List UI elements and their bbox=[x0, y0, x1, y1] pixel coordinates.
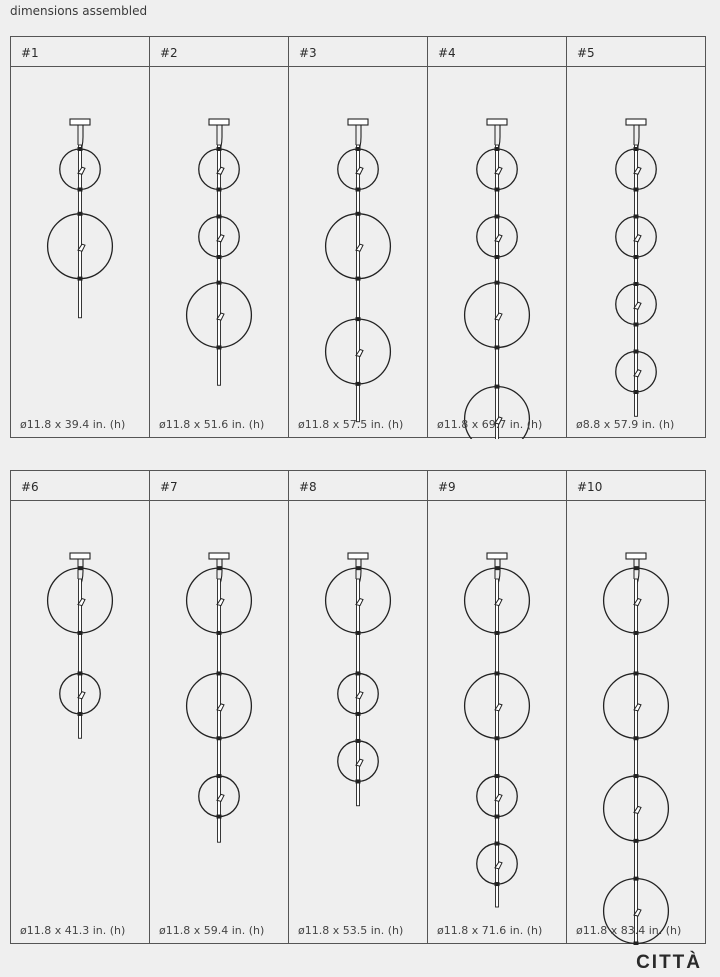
configuration-number: #2 bbox=[150, 37, 288, 67]
pendant-fixture-drawing bbox=[428, 67, 566, 439]
configuration-number: #8 bbox=[289, 471, 427, 501]
configuration-number: #4 bbox=[428, 37, 566, 67]
pendant-fixture-drawing bbox=[567, 67, 705, 439]
configuration-number: #10 bbox=[567, 471, 705, 501]
page-title: dimensions assembled bbox=[10, 4, 148, 18]
ceiling-canopy bbox=[348, 553, 368, 559]
configuration-number: #5 bbox=[567, 37, 705, 67]
fixture-drawing-area bbox=[567, 501, 705, 943]
dimensions-label: ø11.8 x 41.3 in. (h) bbox=[20, 924, 126, 937]
configuration-cell bbox=[11, 471, 149, 943]
pendant-fixture-drawing bbox=[150, 501, 288, 945]
configuration-row-2 bbox=[10, 470, 706, 944]
vertical-rod bbox=[357, 145, 360, 422]
ceiling-canopy bbox=[487, 119, 507, 125]
fixture-drawing-area bbox=[11, 67, 149, 437]
brand-logo: CITTÀ bbox=[636, 952, 702, 973]
pendant-fixture-drawing bbox=[289, 501, 427, 945]
configuration-number: #3 bbox=[289, 37, 427, 67]
fixture-drawing-area bbox=[150, 501, 288, 943]
configuration-cell bbox=[288, 471, 427, 943]
ceiling-canopy bbox=[626, 119, 646, 125]
vertical-rod bbox=[496, 579, 499, 907]
dimensions-label: ø11.8 x 69.7 in. (h) bbox=[437, 418, 543, 431]
configuration-cell bbox=[11, 37, 149, 437]
configuration-cell bbox=[149, 37, 288, 437]
fixture-drawing-area bbox=[428, 67, 566, 437]
configuration-number: #6 bbox=[11, 471, 149, 501]
ceiling-canopy bbox=[626, 553, 646, 559]
pendant-fixture-drawing bbox=[11, 501, 149, 945]
ceiling-canopy bbox=[487, 553, 507, 559]
ceiling-canopy bbox=[209, 119, 229, 125]
ceiling-canopy bbox=[209, 553, 229, 559]
fixture-drawing-area bbox=[289, 67, 427, 437]
pendant-fixture-drawing bbox=[150, 67, 288, 439]
fixture-drawing-area bbox=[289, 501, 427, 943]
fixture-drawing-area bbox=[567, 67, 705, 437]
pendant-fixture-drawing bbox=[11, 67, 149, 439]
configuration-cell bbox=[427, 471, 566, 943]
configuration-number: #7 bbox=[150, 471, 288, 501]
configuration-cell bbox=[149, 471, 288, 943]
ceiling-canopy bbox=[348, 119, 368, 125]
fixture-drawing-area bbox=[11, 501, 149, 943]
dimensions-label: ø11.8 x 59.4 in. (h) bbox=[159, 924, 265, 937]
ceiling-canopy bbox=[70, 553, 90, 559]
dimensions-label: ø11.8 x 83.4 in. (h) bbox=[576, 924, 682, 937]
fixture-drawing-area bbox=[150, 67, 288, 437]
ceiling-canopy bbox=[70, 119, 90, 125]
dimensions-label: ø11.8 x 53.5 in. (h) bbox=[298, 924, 404, 937]
pendant-fixture-drawing bbox=[289, 67, 427, 439]
dimensions-label: ø11.8 x 39.4 in. (h) bbox=[20, 418, 126, 431]
dimensions-label: ø11.8 x 57.5 in. (h) bbox=[298, 418, 404, 431]
configuration-number: #1 bbox=[11, 37, 149, 67]
configuration-cell bbox=[566, 37, 705, 437]
configuration-cell bbox=[288, 37, 427, 437]
configuration-cell bbox=[427, 37, 566, 437]
dimensions-label: ø8.8 x 57.9 in. (h) bbox=[576, 418, 675, 431]
configuration-cell bbox=[566, 471, 705, 943]
fixture-drawing-area bbox=[428, 501, 566, 943]
configuration-row-1 bbox=[10, 36, 706, 438]
dimensions-label: ø11.8 x 51.6 in. (h) bbox=[159, 418, 265, 431]
configuration-number: #9 bbox=[428, 471, 566, 501]
pendant-fixture-drawing bbox=[428, 501, 566, 945]
pendant-fixture-drawing bbox=[567, 501, 705, 945]
dimensions-label: ø11.8 x 71.6 in. (h) bbox=[437, 924, 543, 937]
